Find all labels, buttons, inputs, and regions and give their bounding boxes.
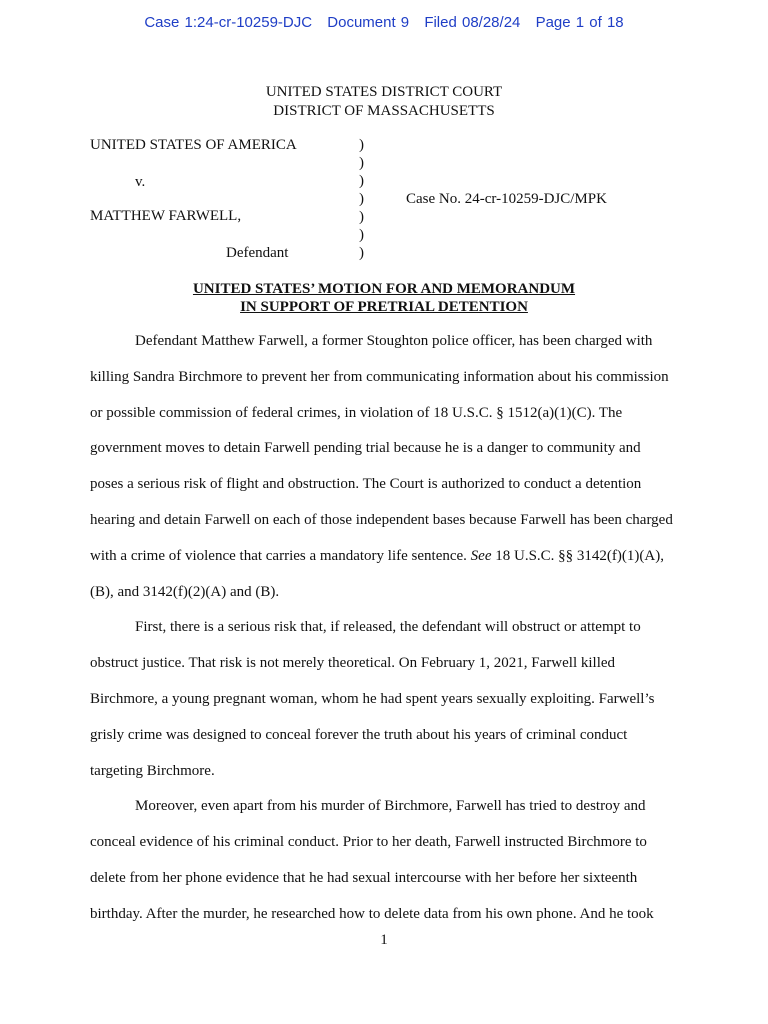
caption-plaintiff: UNITED STATES OF AMERICA <box>90 137 297 153</box>
paragraph <box>90 789 678 932</box>
text-line: obstruct justice. That risk is not merely theoretical. On February 1, 2021, Farwell killed <box>90 655 616 672</box>
text-segment: 18 U.S.C. §§ 3142(f)(1)(A), <box>491 547 664 564</box>
text-line: targeting Birchmore. <box>90 762 215 779</box>
page-number: 1 <box>380 932 388 948</box>
text-line: (B), and 3142(f)(2)(A) and (B). <box>90 583 280 600</box>
paragraph <box>90 610 678 789</box>
text-line: government moves to detain Farwell pending trial because he is a danger to community and <box>90 440 641 457</box>
text-line: First, there is a serious risk that, if released, the defendant will obstruct or attempt to <box>135 619 641 636</box>
text-line: hearing and detain Farwell on each of those independent bases because Farwell has been charged <box>90 511 673 528</box>
text-line: Defendant Matthew Farwell, a former Stoughton police officer, has been charged with <box>135 333 653 349</box>
caption-parenthesis: ) <box>359 155 364 171</box>
text-line: birthday. After the murder, he researched how to delete data from his own phone. And he took <box>90 905 654 922</box>
caption-defendant-label: Defendant <box>226 245 289 261</box>
caption-case-number: Case No. 24-cr-10259-DJC/MPK <box>406 191 607 207</box>
caption-parenthesis: ) <box>359 209 364 225</box>
court-name: UNITED STATES DISTRICT COURT <box>265 84 503 100</box>
stamp-document-number: Document 9 <box>327 14 410 31</box>
text-line: conceal evidence of his criminal conduct. Prior to her death, Farwell instructed Birchmore to <box>90 834 647 851</box>
document-body <box>90 324 678 933</box>
motion-title-line: UNITED STATES’ MOTION FOR AND MEMORANDUM <box>192 281 576 297</box>
case-caption <box>0 0 768 270</box>
caption-parenthesis: ) <box>359 137 364 153</box>
text-line <box>90 539 678 575</box>
paragraph <box>90 324 678 610</box>
text-segment: with a crime of violence that carries a mandatory life sentence. <box>90 547 471 564</box>
caption-defendant-name: MATTHEW FARWELL, <box>90 208 242 224</box>
text-line: poses a serious risk of flight and obstruction. The Court is authorized to conduct a detention <box>90 476 642 493</box>
motion-title-line: IN SUPPORT OF PRETRIAL DETENTION <box>240 299 528 315</box>
court-district: DISTRICT OF MASSACHUSETTS <box>273 103 495 119</box>
stamp-case-number: Case 1:24-cr-10259-DJC <box>144 14 313 31</box>
caption-parenthesis: ) <box>359 245 364 261</box>
motion-title <box>0 280 768 316</box>
text-line: Birchmore, a young pregnant woman, whom he had spent years sexually exploiting. Farwell’s <box>90 690 655 707</box>
caption-parenthesis: ) <box>359 227 364 243</box>
stamp-filed-date: Filed 08/28/24 <box>424 14 521 31</box>
text-line: Moreover, even apart from his murder of Birchmore, Farwell has tried to destroy and <box>135 798 646 815</box>
caption-parenthesis: ) <box>359 173 364 189</box>
text-line: or possible commission of federal crimes, in violation of 18 U.S.C. § 1512(a)(1)(C). The <box>90 404 623 421</box>
text-line: killing Sandra Birchmore to prevent her from communicating information about his commission <box>90 368 669 385</box>
citation-signal: See <box>470 547 492 564</box>
text-line: grisly crime was designed to conceal forever the truth about his years of criminal conduct <box>90 726 628 743</box>
caption-parenthesis: ) <box>359 191 364 207</box>
stamp-page-count: Page 1 of 18 <box>535 14 624 31</box>
text-line: delete from her phone evidence that he had sexual intercourse with her before her sixteenth <box>90 869 638 886</box>
caption-versus: v. <box>135 174 146 190</box>
